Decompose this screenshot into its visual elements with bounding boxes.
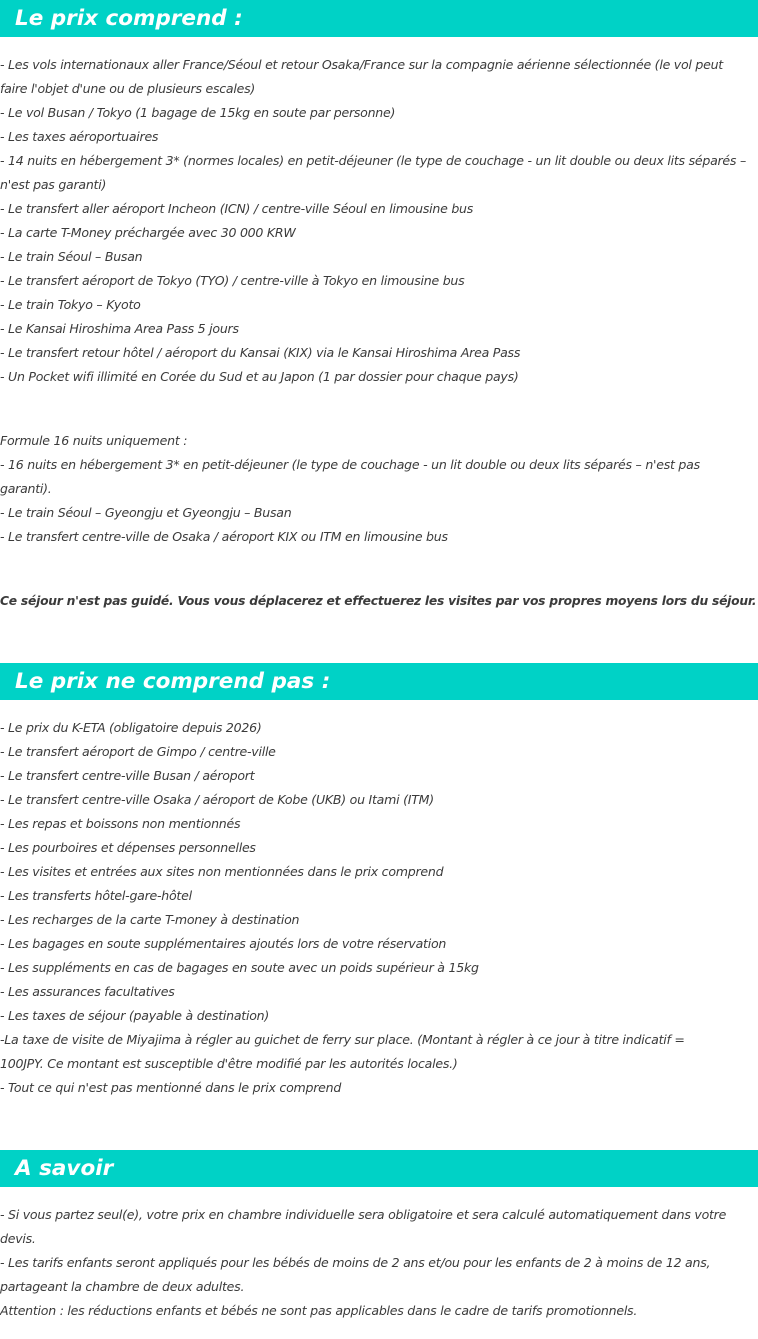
excluded-line: - Les assurances facultatives <box>0 984 175 999</box>
included-line: - Les taxes aéroportuaires <box>0 129 159 144</box>
excluded-line: - Le transfert centre-ville Osaka / aéroport de Kobe (UKB) ou Itami (ITM) <box>0 792 434 807</box>
good-to-know-line: Attention : les réductions enfants et bébés ne sont pas applicables dans le cadre de tarifs promotionnels. <box>0 1303 638 1318</box>
formula-line: - 16 nuits en hébergement 3* en petit-déjeuner (le type de couchage - un lit double ou deux lits séparés – n'est pas <box>0 457 700 472</box>
excluded-line: - Les pourboires et dépenses personnelles <box>0 840 256 855</box>
excluded-line: - Les taxes de séjour (payable à destination) <box>0 1008 270 1023</box>
excluded-line: - Le transfert aéroport de Gimpo / centre-ville <box>0 744 276 759</box>
included-line: - Le train Tokyo – Kyoto <box>0 297 141 312</box>
formula-line: - Le train Séoul – Gyeongju et Gyeongju – Busan <box>0 505 292 520</box>
included-line: - La carte T-Money préchargée avec 30 000 KRW <box>0 225 296 240</box>
included-line: - Un Pocket wifi illimité en Corée du Sud et au Japon (1 par dossier pour chaque pays) <box>0 369 519 384</box>
excluded-line: - Tout ce qui n'est pas mentionné dans le prix comprend <box>0 1080 342 1095</box>
excluded-line: - Les transferts hôtel-gare-hôtel <box>0 888 192 903</box>
included-line: n'est pas garanti) <box>0 177 107 192</box>
not-guided-note: Ce séjour n'est pas guidé. Vous vous déplacerez et effectuerez les visites par vos propres moyens lors du séjour. <box>0 593 757 608</box>
formula-title: Formule 16 nuits uniquement : <box>0 433 188 448</box>
good-to-know-line: devis. <box>0 1231 36 1246</box>
included-line: - Le transfert aéroport de Tokyo (TYO) / centre-ville à Tokyo en limousine bus <box>0 273 465 288</box>
included-line: - 14 nuits en hébergement 3* (normes locales) en petit-déjeuner (le type de couchage - un lit double ou deux lits séparés – <box>0 153 746 168</box>
excluded-line: - Les bagages en soute supplémentaires ajoutés lors de votre réservation <box>0 936 447 951</box>
excluded-line: - Le prix du K-ETA (obligatoire depuis 2026) <box>0 720 262 735</box>
excluded-header: Le prix ne comprend pas : <box>0 663 758 700</box>
excluded-line: - Le transfert centre-ville Busan / aéroport <box>0 768 255 783</box>
excluded-line: -La taxe de visite de Miyajima à régler au guichet de ferry sur place. (Montant à régler à ce jour à titre indicatif = <box>0 1032 685 1047</box>
good-to-know-line: - Si vous partez seul(e), votre prix en chambre individuelle sera obligatoire et sera calculé automatiquement dans votre <box>0 1207 727 1222</box>
included-header: Le prix comprend : <box>0 0 758 37</box>
included-line: - Le train Séoul – Busan <box>0 249 143 264</box>
good-to-know-line: partageant la chambre de deux adultes. <box>0 1279 245 1294</box>
excluded-line: - Les suppléments en cas de bagages en soute avec un poids supérieur à 15kg <box>0 960 479 975</box>
included-line: - Le transfert aller aéroport Incheon (ICN) / centre-ville Séoul en limousine bus <box>0 201 474 216</box>
formula-line: garanti). <box>0 481 52 496</box>
good-to-know-line: - Les tarifs enfants seront appliqués pour les bébés de moins de 2 ans et/ou pour les enfants de 2 à moins de 12 ans, <box>0 1255 711 1270</box>
formula-line: - Le transfert centre-ville de Osaka / aéroport KIX ou ITM en limousine bus <box>0 529 448 544</box>
included-line: faire l'objet d'une ou de plusieurs escales) <box>0 81 256 96</box>
included-line: - Les vols internationaux aller France/Séoul et retour Osaka/France sur la compagnie aérienne sélectionnée (le vol peut <box>0 57 723 72</box>
excluded-line: - Les recharges de la carte T-money à destination <box>0 912 300 927</box>
excluded-line: - Les repas et boissons non mentionnés <box>0 816 241 831</box>
excluded-line: - Les visites et entrées aux sites non mentionnées dans le prix comprend <box>0 864 444 879</box>
good-to-know-header: A savoir <box>0 1150 758 1187</box>
excluded-line: 100JPY. Ce montant est susceptible d'être modifié par les autorités locales.) <box>0 1056 458 1071</box>
included-line: - Le vol Busan / Tokyo (1 bagage de 15kg en soute par personne) <box>0 105 396 120</box>
included-line: - Le transfert retour hôtel / aéroport du Kansai (KIX) via le Kansai Hiroshima Area Pass <box>0 345 521 360</box>
included-line: - Le Kansai Hiroshima Area Pass 5 jours <box>0 321 239 336</box>
